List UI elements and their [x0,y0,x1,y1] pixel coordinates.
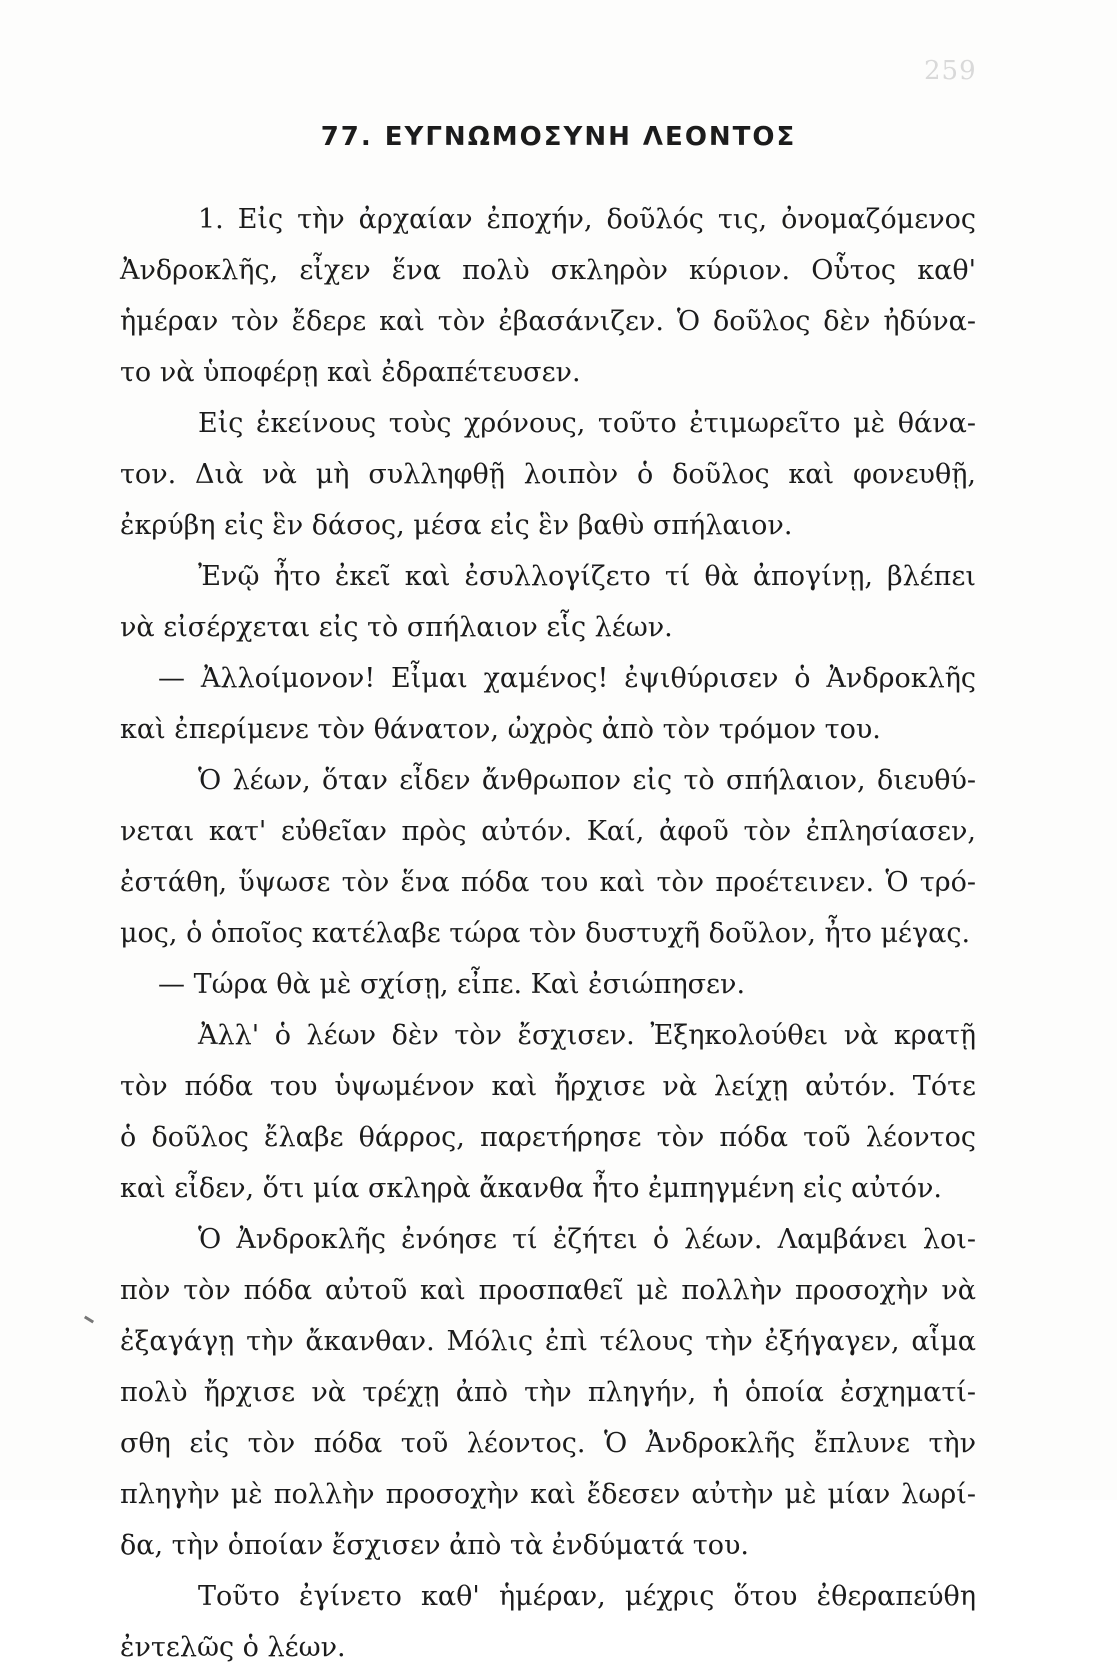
story-text [120,194,976,1673]
text-line: Ἀλλ' ὁ λέων δὲν τὸν ἔσχισεν. Ἐξηκολούθει νὰ κρατῇ [198,1020,976,1051]
text-line: Εἰς ἐκείνους τοὺς χρόνους, τοῦτο ἐτιμωρεῖτο μὲ θάνα- [198,408,976,439]
text-line: Ὁ λέων, ὅταν εἶδεν ἄνθρωπον εἰς τὸ σπήλαιον, διευθύ- [198,765,976,796]
text-line: ἐξαγάγῃ τὴν ἄκανθαν. Μόλις ἐπὶ τέλους τὴν ἐξήγαγεν, αἷμα [120,1326,976,1357]
text-line: Τοῦτο ἐγίνετο καθ' ἡμέραν, μέχρις ὅτου ἐθεραπεύθη [198,1581,976,1612]
text-line: ἡμέραν τὸν ἔδερε καὶ τὸν ἐβασάνιζεν. Ὁ δοῦλος δὲν ἠδύνα- [120,306,976,337]
text-line: ἐκρύβη εἰς ἓν δάσος, μέσα εἰς ἓν βαθὺ σπήλαιον. [120,510,793,541]
chapter-title [0,122,1117,152]
text-line: τον. Διὰ νὰ μὴ συλληφθῇ λοιπὸν ὁ δοῦλος καὶ φονευθῇ, [120,459,976,490]
text-line: δα, τὴν ὁποίαν ἔσχισεν ἀπὸ τὰ ἐνδύματά του. [120,1530,749,1561]
text-line: Ἐνῷ ἦτο ἐκεῖ καὶ ἐσυλλογίζετο τί θὰ ἀπογίνῃ, βλέπει [198,561,976,592]
page-number: 259 [924,56,977,86]
chapter-title-text: ΕΥΓΝΩΜΟΣΥΝΗ ΛΕΟΝΤΟΣ [384,122,797,152]
text-line: καὶ ἐπερίμενε τὸν θάνατον, ὠχρὸς ἀπὸ τὸν τρόμον του. [120,714,881,745]
text-line: ὁ δοῦλος ἔλαβε θάρρος, παρετήρησε τὸν πόδα τοῦ λέοντος [120,1122,976,1153]
text-line: πὸν τὸν πόδα αὐτοῦ καὶ προσπαθεῖ μὲ πολλὴν προσοχὴν νὰ [120,1275,976,1306]
text-line: τὸν πόδα του ὑψωμένον καὶ ἤρχισε νὰ λείχῃ αὐτόν. Τότε [120,1071,976,1102]
text-line: νεται κατ' εὐθεῖαν πρὸς αὐτόν. Καί, ἀφοῦ τὸν ἐπλησίασεν, [120,816,976,847]
text-line: το νὰ ὑποφέρῃ καὶ ἐδραπέτευσεν. [120,357,581,388]
text-line: μος, ὁ ὁποῖος κατέλαβε τώρα τὸν δυστυχῆ δοῦλον, ἦτο μέγας. [120,918,971,949]
text-line: ἐντελῶς ὁ λέων. [120,1632,346,1663]
text-line: — Ἀλλοίμονον! Εἶμαι χαμένος! ἐψιθύρισεν ὁ Ἀνδροκλῆς [158,663,976,694]
text-line: Ἀνδροκλῆς, εἶχεν ἕνα πολὺ σκληρὸν κύριον. Οὗτος καθ' [120,255,976,286]
text-line: — Τώρα θὰ μὲ σχίσῃ, εἶπε. Καὶ ἐσιώπησεν. [158,969,746,1000]
text-line: σθη εἰς τὸν πόδα τοῦ λέοντος. Ὁ Ἀνδροκλῆς ἔπλυνε τὴν [120,1428,976,1459]
text-line: ἐστάθη, ὕψωσε τὸν ἕνα πόδα του καὶ τὸν προέτεινεν. Ὁ τρό- [120,867,976,898]
text-line: πληγὴν μὲ πολλὴν προσοχὴν καὶ ἔδεσεν αὐτὴν μὲ μίαν λωρί- [120,1479,976,1510]
text-line: 1. Εἰς τὴν ἀρχαίαν ἐποχήν, δοῦλός τις, ὀνομαζόμενος [198,204,976,235]
chapter-number: 77. [320,122,373,152]
text-line: νὰ εἰσέρχεται εἰς τὸ σπήλαιον εἷς λέων. [120,612,673,643]
text-line: καὶ εἶδεν, ὅτι μία σκληρὰ ἄκανθα ἦτο ἐμπηγμένη εἰς αὐτόν. [120,1173,942,1204]
stray-ink-mark [84,1316,94,1324]
text-line: πολὺ ἤρχισε νὰ τρέχῃ ἀπὸ τὴν πληγήν, ἡ ὁποία ἐσχηματί- [120,1377,976,1408]
text-line: Ὁ Ἀνδροκλῆς ἐνόησε τί ἐζήτει ὁ λέων. Λαμβάνει λοι- [198,1224,976,1255]
